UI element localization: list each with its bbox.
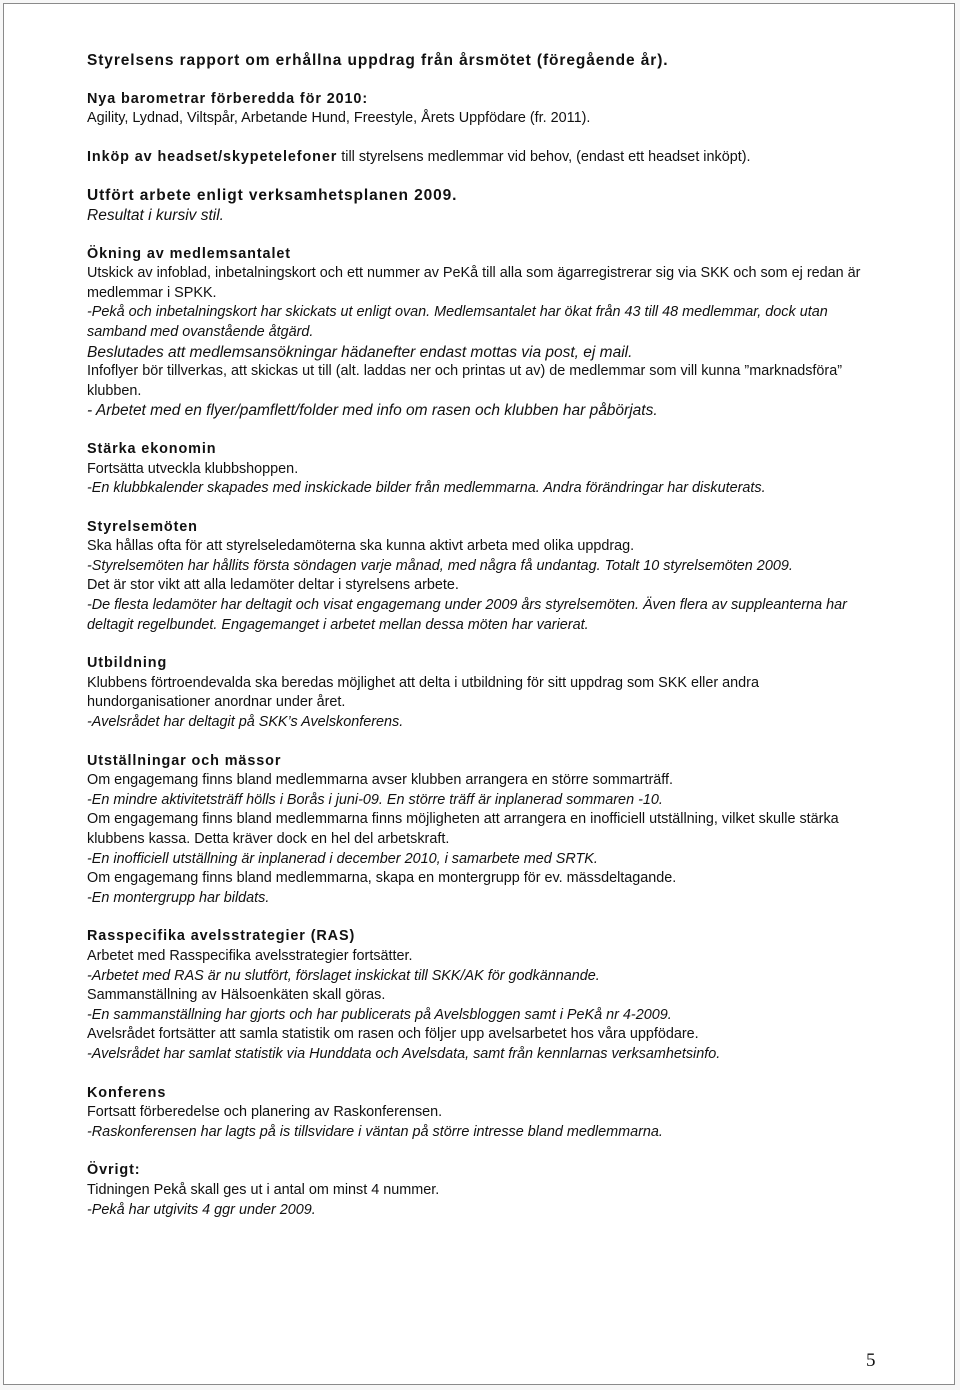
sections-container xyxy=(87,245,877,1221)
section-line: Infoflyer bör tillverkas, att skickas ut till (alt. laddas ner och printas ut av) de medlemmar som vill kunna ”marknadsföra” klubben. xyxy=(87,363,842,399)
section-line: Avelsrådet fortsätter att samla statistik om rasen och följer upp avelsarbetet hos våra uppfödare. xyxy=(87,1026,699,1043)
section-line: -En inofficiell utställning är inplanerad i december 2010, i samarbete med SRTK. xyxy=(87,850,598,867)
section-heading: Styrelsemöten xyxy=(87,518,198,535)
section-line: -En montergrupp har bildats. xyxy=(87,889,270,906)
section-line: -Styrelsemöten har hållits första söndagen varje månad, med några få undantag. Totalt 10 styrelsemöten 2009. xyxy=(87,557,793,574)
section-konferens xyxy=(87,1084,877,1143)
section-line: Klubbens förtroendevalda ska beredas möjlighet att delta i utbildning för sitt uppdrag som SKK eller andra hundorganisationer anordnar under året. xyxy=(87,674,759,711)
section-styrelsemoten xyxy=(87,518,877,636)
section-line: -Avelsrådet har samlat statistik via Hunddata och Avelsdata, samt från kennlarnas verksamhetsinfo. xyxy=(87,1045,721,1062)
section-line: -Raskonferensen har lagts på is tillsvidare i väntan på större intresse bland medlemmarna. xyxy=(87,1123,663,1140)
section-line: -Pekå och inbetalningskort har skickats ut enligt ovan. Medlemsantalet har ökat från 43 till 48 medlemmar, dock utan samband med ovanstående åtgärd. xyxy=(87,304,828,340)
section-line: -En mindre aktivitetsträff hölls i Borås i juni-09. En större träff är inplanerad sommaren -10. xyxy=(87,791,663,808)
inkop-heading: Inköp av headset/skypetelefoner xyxy=(87,148,338,165)
section-line: Ska hållas ofta för att styrelseledamöterna ska kunna aktivt arbeta med olika uppdrag. xyxy=(87,538,635,555)
section-line: -Avelsrådet har deltagit på SKK’s Avelskonferens. xyxy=(87,714,404,731)
section-line: Det är stor vikt att alla ledamöter deltar i styrelsens arbete. xyxy=(87,577,459,594)
section-line: -En sammanställning har gjorts och har publicerats på Avelsbloggen samt i PeKå nr 4-2009. xyxy=(87,1006,672,1023)
inkop-paragraph xyxy=(87,148,877,168)
section-line: -Arbetet med RAS är nu slutfört, förslaget inskickat till SKK/AK för godkännande. xyxy=(87,967,600,984)
section-line: Utskick av infoblad, inbetalningskort och ett nummer av PeKå till alla som ägarregistrerar sig via SKK och som ej redan är medlemmar i SPKK. xyxy=(87,265,861,301)
section-medlemsantal xyxy=(87,245,877,421)
section-heading: Ökning av medlemsantalet xyxy=(87,245,291,262)
utfort-heading: Utfört arbete enligt verksamhetsplanen 2009. xyxy=(87,187,458,205)
section-line: - Arbetet med en flyer/pamflett/folder med info om rasen och klubben har påbörjats. xyxy=(87,402,658,420)
page-number: 5 xyxy=(866,1350,876,1371)
section-line: Om engagemang finns bland medlemmarna avser klubben arrangera en större sommarträff. xyxy=(87,772,674,789)
section-line: Tidningen Pekå skall ges ut i antal om minst 4 nummer. xyxy=(87,1181,440,1198)
document-content xyxy=(87,51,877,1220)
section-line: Beslutades att medlemsansökningar hädanefter endast mottas via post, ej mail. xyxy=(87,343,633,361)
section-heading: Utställningar och mässor xyxy=(87,752,282,769)
section-heading: Utbildning xyxy=(87,655,168,672)
section-heading: Övrigt: xyxy=(87,1162,141,1179)
document-page xyxy=(3,3,955,1385)
section-heading: Konferens xyxy=(87,1084,167,1101)
section-line: Arbetet med Rasspecifika avelsstrategier fortsätter. xyxy=(87,947,413,964)
section-heading: Stärka ekonomin xyxy=(87,440,217,457)
section-line: -Pekå har utgivits 4 ggr under 2009. xyxy=(87,1201,316,1218)
section-ekonomi xyxy=(87,440,877,499)
section-line: Om engagemang finns bland medlemmarna finns möjligheten att arrangera en inofficiell utställning, vilket skulle stärka klubbens kassa. Detta kräver dock en hel del arbetskraft. xyxy=(87,811,839,847)
section-line: Om engagemang finns bland medlemmarna, skapa en montergrupp för ev. mässdeltagande. xyxy=(87,870,677,887)
section-line: -En klubbkalender skapades med inskickade bilder från medlemmarna. Andra förändringar har diskuterats. xyxy=(87,480,766,497)
section-line: -De flesta ledamöter har deltagit och visat engagemang under 2009 års styrelsemöten. Även flera av suppleanterna har deltagit regelbundet. Engagemanget i arbetet mellan dessa möten har varierat. xyxy=(87,597,847,633)
section-heading: Rasspecifika avelsstrategier (RAS) xyxy=(87,928,356,945)
section-utstallningar xyxy=(87,752,877,909)
section-line: Sammanställning av Hälsoenkäten skall göras. xyxy=(87,987,386,1004)
inkop-text: till styrelsens medlemmar vid behov, (endast ett headset inköpt). xyxy=(337,148,751,165)
barometrar-text: Agility, Lydnad, Viltspår, Arbetande Hund, Freestyle, Årets Uppfödare (fr. 2011). xyxy=(87,110,591,127)
section-ovrigt xyxy=(87,1161,877,1220)
section-line: Fortsätta utveckla klubbshoppen. xyxy=(87,460,299,477)
report-heading: Styrelsens rapport om erhållna uppdrag från årsmötet (föregående år). xyxy=(87,52,669,69)
section-utbildning xyxy=(87,654,877,732)
section-line: Fortsatt förberedelse och planering av Raskonferensen. xyxy=(87,1104,443,1121)
section-ras xyxy=(87,927,877,1064)
resultat-note: Resultat i kursiv stil. xyxy=(87,206,224,224)
barometrar-heading: Nya barometrar förberedda för 2010: xyxy=(87,90,369,107)
